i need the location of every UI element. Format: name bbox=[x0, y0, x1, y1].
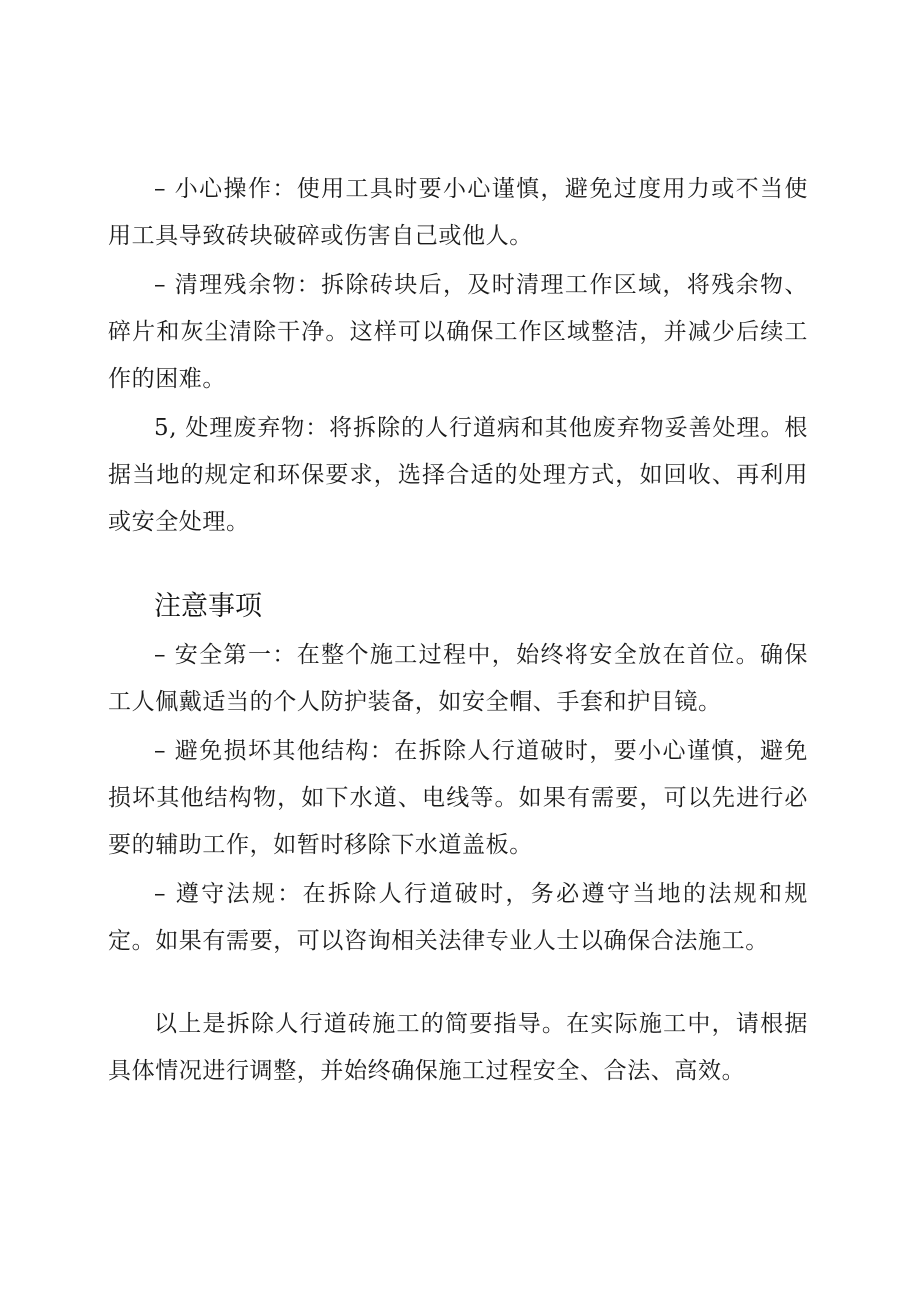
clean-residue-paragraph: – 清理残余物：拆除砖块后，及时清理工作区域，将残余物、碎片和灰尘清除干净。这样可以确保工作区域整洁，并减少后续工作的困难。 bbox=[108, 272, 808, 392]
careful-operation-paragraph: – 小心操作：使用工具时要小心谨慎，避免过度用力或不当使用工具导致砖块破碎或伤害自己或他人。 bbox=[108, 176, 808, 249]
waste-disposal-paragraph: 5, 处理废弃物：将拆除的人行道病和其他废弃物妥善处理。根据当地的规定和环保要求，选择合适的处理方式，如回收、再利用或安全处理。 bbox=[108, 415, 808, 535]
notes-heading: 注意事项 bbox=[154, 591, 262, 622]
document-body bbox=[108, 166, 808, 1095]
note-safety-first: – 安全第一：在整个施工过程中，始终将安全放在首位。确保工人佩戴适当的个人防护装备，如安全帽、手套和护目镜。 bbox=[108, 642, 808, 715]
note-avoid-damage: – 避免损坏其他结构：在拆除人行道破时，要小心谨慎，避免损坏其他结构物，如下水道、电线等。如果有需要，可以先进行必要的辅助工作，如暂时移除下水道盖板。 bbox=[108, 738, 808, 858]
note-follow-regulations: – 遵守法规：在拆除人行道破时，务必遵守当地的法规和规定。如果有需要，可以咨询相关法律专业人士以确保合法施工。 bbox=[108, 881, 808, 954]
conclusion-paragraph: 以上是拆除人行道砖施工的简要指导。在实际施工中，请根据具体情况进行调整，并始终确保施工过程安全、合法、高效。 bbox=[108, 1011, 808, 1084]
